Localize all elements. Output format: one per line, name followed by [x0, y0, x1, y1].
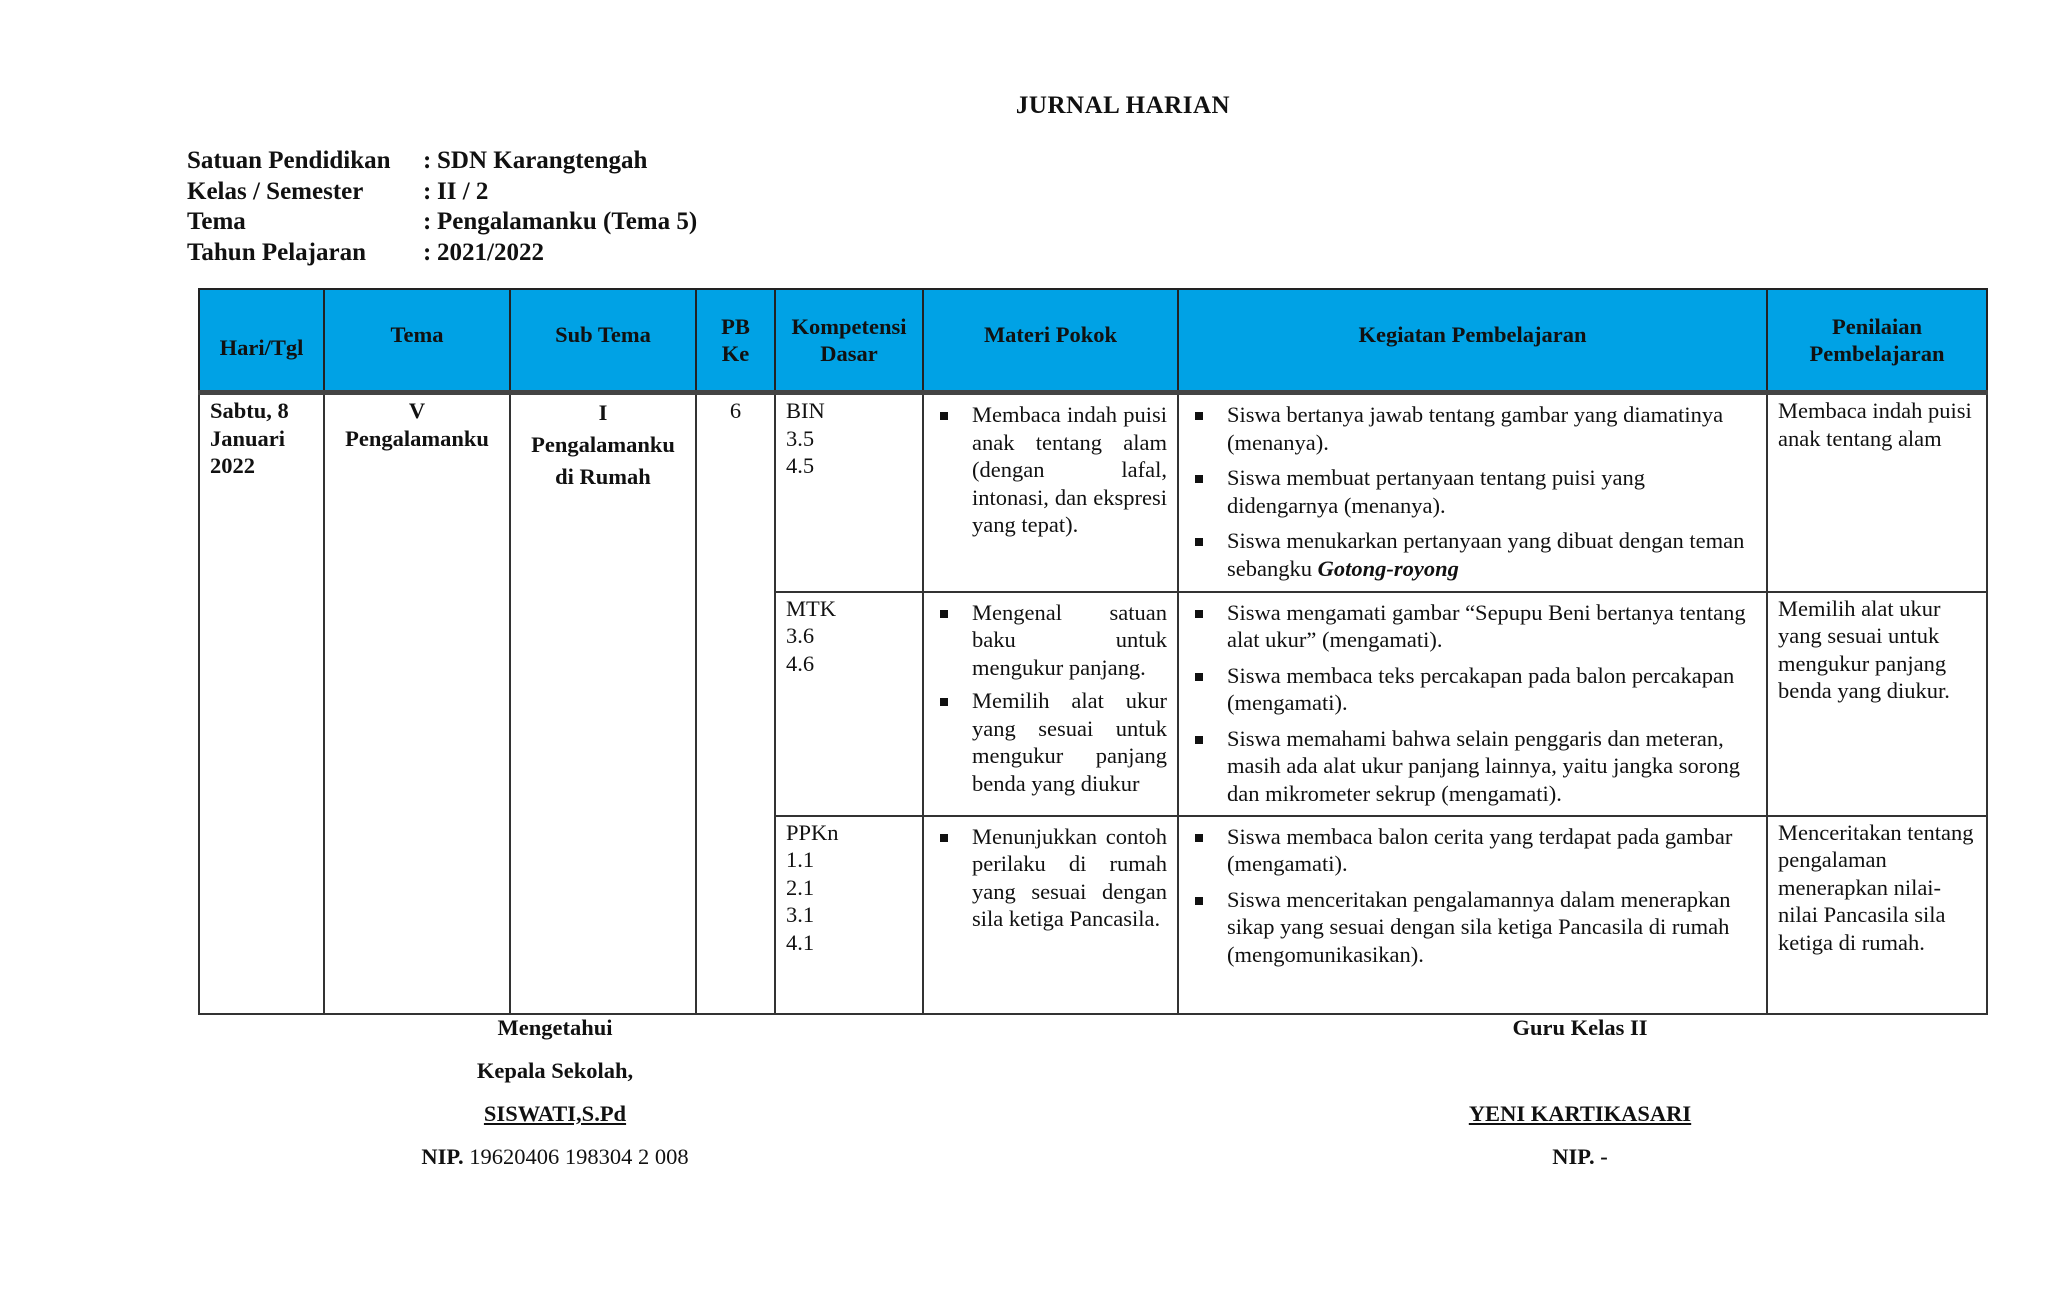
- list-item: Siswa mengamati gambar “Sepupu Beni bertanya tentang alat ukur” (mengamati).: [1189, 599, 1756, 654]
- list-item: Siswa bertanya jawab tentang gambar yang diamatinya (menanya).: [1189, 401, 1756, 456]
- header-kd: Kompetensi Dasar: [775, 289, 923, 393]
- info-label: Satuan Pendidikan: [187, 147, 391, 174]
- header-materi: Materi Pokok: [923, 289, 1178, 393]
- sig-left-nip: NIP. 19620406 198304 2 008: [421, 1144, 689, 1169]
- table-header-row: [199, 289, 1987, 393]
- sig-right-nip: NIP. -: [1552, 1144, 1608, 1169]
- header-penilaian: Penilaian Pembelajaran: [1767, 289, 1987, 393]
- sig-left-line2: Kepala Sekolah,: [476, 1058, 634, 1083]
- kegiatan-cell: [1178, 592, 1767, 816]
- date-cell: Sabtu, 8 Januari 2022: [199, 393, 324, 1014]
- signature-left: [380, 1014, 730, 1170]
- info-label: Tema: [187, 208, 246, 235]
- info-value: II / 2: [437, 177, 489, 205]
- info-row-tema: Tema : Pengalamanku (Tema 5): [187, 208, 698, 235]
- info-value: 2021/2022: [437, 238, 544, 266]
- header-kegiatan: Kegiatan Pembelajaran: [1178, 289, 1767, 393]
- sig-right-line1: Guru Kelas II: [1512, 1015, 1648, 1040]
- header-subtema: Sub Tema: [510, 289, 696, 393]
- list-item: Siswa memahami bahwa selain penggaris dan meteran, masih ada alat ukur panjang lainnya, yaitu jangka sorong dan mikrometer sekrup (mengamati).: [1189, 725, 1756, 808]
- header-hari: Hari/Tgl: [199, 289, 324, 393]
- sig-left-line1: Mengetahui: [497, 1015, 613, 1040]
- list-item: Siswa membaca balon cerita yang terdapat pada gambar (mengamati).: [1189, 823, 1756, 878]
- penilaian-cell: Memilih alat ukur yang sesuai untuk mengukur panjang benda yang diukur.: [1767, 592, 1987, 816]
- journal-table: [198, 288, 1988, 1015]
- materi-cell: [923, 592, 1178, 816]
- kd-cell: PPKn 1.1 2.1 3.1 4.1: [775, 816, 923, 1014]
- kd-cell: MTK 3.6 4.6: [775, 592, 923, 816]
- penilaian-cell: Membaca indah puisi anak tentang alam: [1767, 393, 1987, 592]
- document-title: JURNAL HARIAN: [1015, 92, 1231, 119]
- list-item: Siswa membaca teks percakapan pada balon percakapan (mengamati).: [1189, 662, 1756, 717]
- kegiatan-cell: [1178, 816, 1767, 1014]
- header-tema: Tema: [324, 289, 510, 393]
- kegiatan-cell: [1178, 393, 1767, 592]
- subtema-cell: I Pengalamanku di Rumah: [510, 393, 696, 1014]
- list-item: Membaca indah puisi anak tentang alam (dengan lafal, intonasi, dan ekspresi yang tepat).: [934, 401, 1167, 539]
- list-item: Siswa menukarkan pertanyaan yang dibuat dengan teman sebangku Gotong-royong: [1189, 527, 1756, 582]
- info-row-tahun: Tahun Pelajaran : 2021/2022: [187, 238, 544, 266]
- list-item: Menunjukkan contoh perilaku di rumah yang sesuai dengan sila ketiga Pancasila.: [934, 823, 1167, 933]
- emphasis-text: Gotong-royong: [1317, 555, 1459, 581]
- info-label: Kelas / Semester: [187, 177, 364, 205]
- identity-block: [187, 146, 697, 268]
- info-label: Tahun Pelajaran: [187, 238, 366, 266]
- list-item: Siswa membuat pertanyaan tentang puisi yang didengarnya (menanya).: [1189, 464, 1756, 519]
- info-row-satuan: Satuan Pendidikan : SDN Karangtengah: [187, 147, 648, 174]
- info-value: Pengalamanku (Tema 5): [437, 208, 698, 235]
- tema-cell: V Pengalamanku: [324, 393, 510, 1014]
- list-item: Memilih alat ukur yang sesuai untuk mengukur panjang benda yang diukur: [934, 687, 1167, 797]
- penilaian-cell: Menceritakan tentang pengalaman menerapkan nilai-nilai Pancasila sila ketiga di rumah.: [1767, 816, 1987, 1014]
- list-item: Siswa menceritakan pengalamannya dalam menerapkan sikap yang sesuai dengan sila ketiga Pancasila di rumah (mengomunikasikan).: [1189, 886, 1756, 969]
- info-row-kelas: Kelas / Semester : II / 2: [187, 177, 489, 205]
- info-value: SDN Karangtengah: [437, 147, 648, 174]
- materi-cell: [923, 393, 1178, 592]
- header-pb: PB Ke: [696, 289, 775, 393]
- pb-cell: 6: [696, 393, 775, 1014]
- materi-cell: [923, 816, 1178, 1014]
- sig-right-name: YENI KARTIKASARI: [1468, 1101, 1692, 1126]
- sig-left-name: SISWATI,S.Pd: [483, 1101, 627, 1126]
- list-item: Mengenal satuan baku untuk mengukur panjang.: [934, 599, 1167, 682]
- table-row: [199, 393, 1987, 592]
- signature-right: [1420, 1014, 1740, 1170]
- kd-cell: BIN 3.5 4.5: [775, 393, 923, 592]
